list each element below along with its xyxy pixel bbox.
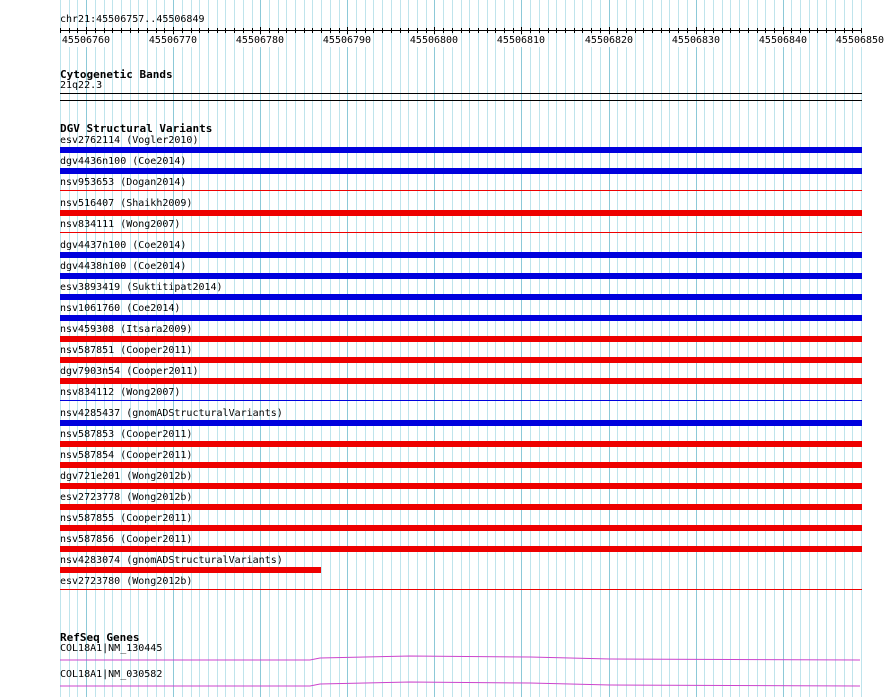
ruler-tick-label: 45506780 — [235, 35, 285, 46]
variant-label[interactable]: dgv4436n100 (Coe2014) — [60, 156, 187, 167]
variant-label[interactable]: esv2723778 (Wong2012b) — [60, 492, 193, 503]
variant-label[interactable]: nsv587855 (Cooper2011) — [60, 513, 193, 524]
variant-label[interactable]: dgv7903n54 (Cooper2011) — [60, 366, 199, 377]
cytoband-track-title[interactable]: Cytogenetic Bands — [60, 68, 173, 81]
variant-label[interactable]: nsv587854 (Cooper2011) — [60, 450, 193, 461]
variant-label[interactable]: nsv834111 (Wong2007) — [60, 219, 181, 230]
ruler-tick-label: 45506790 — [322, 35, 372, 46]
ruler-tick-label: 45506820 — [584, 35, 634, 46]
ruler-tick-label: 45506850 — [835, 35, 885, 46]
variant-label[interactable]: esv3893419 (Suktitipat2014) — [60, 282, 223, 293]
gene-label[interactable]: COL18A1|NM_030582 — [60, 669, 163, 680]
ruler-tick-label: 45506840 — [758, 35, 808, 46]
variant-label[interactable]: nsv587853 (Cooper2011) — [60, 429, 193, 440]
cytoband-label[interactable]: 21q22.3 — [60, 80, 103, 91]
variant-label[interactable]: nsv459308 (Itsara2009) — [60, 324, 193, 335]
variant-label[interactable]: nsv587856 (Cooper2011) — [60, 534, 193, 545]
dgv-track-title[interactable]: DGV Structural Variants — [60, 122, 213, 135]
variant-label[interactable]: nsv587851 (Cooper2011) — [60, 345, 193, 356]
variant-label[interactable]: nsv4283074 (gnomADStructuralVariants) — [60, 555, 283, 566]
refseq-track-title[interactable]: RefSeq Genes — [60, 631, 140, 644]
variant-label[interactable]: nsv516407 (Shaikh2009) — [60, 198, 193, 209]
variant-label[interactable]: nsv4285437 (gnomADStructuralVariants) — [60, 408, 283, 419]
variant-label[interactable]: dgv721e201 (Wong2012b) — [60, 471, 193, 482]
ruler-tick-label: 45506800 — [409, 35, 459, 46]
variant-label[interactable]: esv2762114 (Vogler2010) — [60, 135, 199, 146]
variant-label[interactable]: dgv4438n100 (Coe2014) — [60, 261, 187, 272]
variant-label[interactable]: esv2723780 (Wong2012b) — [60, 576, 193, 587]
ruler-tick-label: 45506760 — [61, 35, 111, 46]
variant-label[interactable]: dgv4437n100 (Coe2014) — [60, 240, 187, 251]
ruler-tick-label: 45506830 — [671, 35, 721, 46]
gene-label[interactable]: COL18A1|NM_130445 — [60, 643, 163, 654]
gene-intron-line[interactable] — [60, 656, 860, 660]
ruler-tick-label: 45506770 — [148, 35, 198, 46]
gene-intron-line[interactable] — [60, 682, 860, 686]
variant-label[interactable]: nsv834112 (Wong2007) — [60, 387, 181, 398]
ruler-tick-label: 45506810 — [496, 35, 546, 46]
coordinate-label: chr21:45506757..45506849 — [60, 14, 205, 25]
variant-label[interactable]: nsv1061760 (Coe2014) — [60, 303, 181, 314]
variant-label[interactable]: nsv953653 (Dogan2014) — [60, 177, 187, 188]
